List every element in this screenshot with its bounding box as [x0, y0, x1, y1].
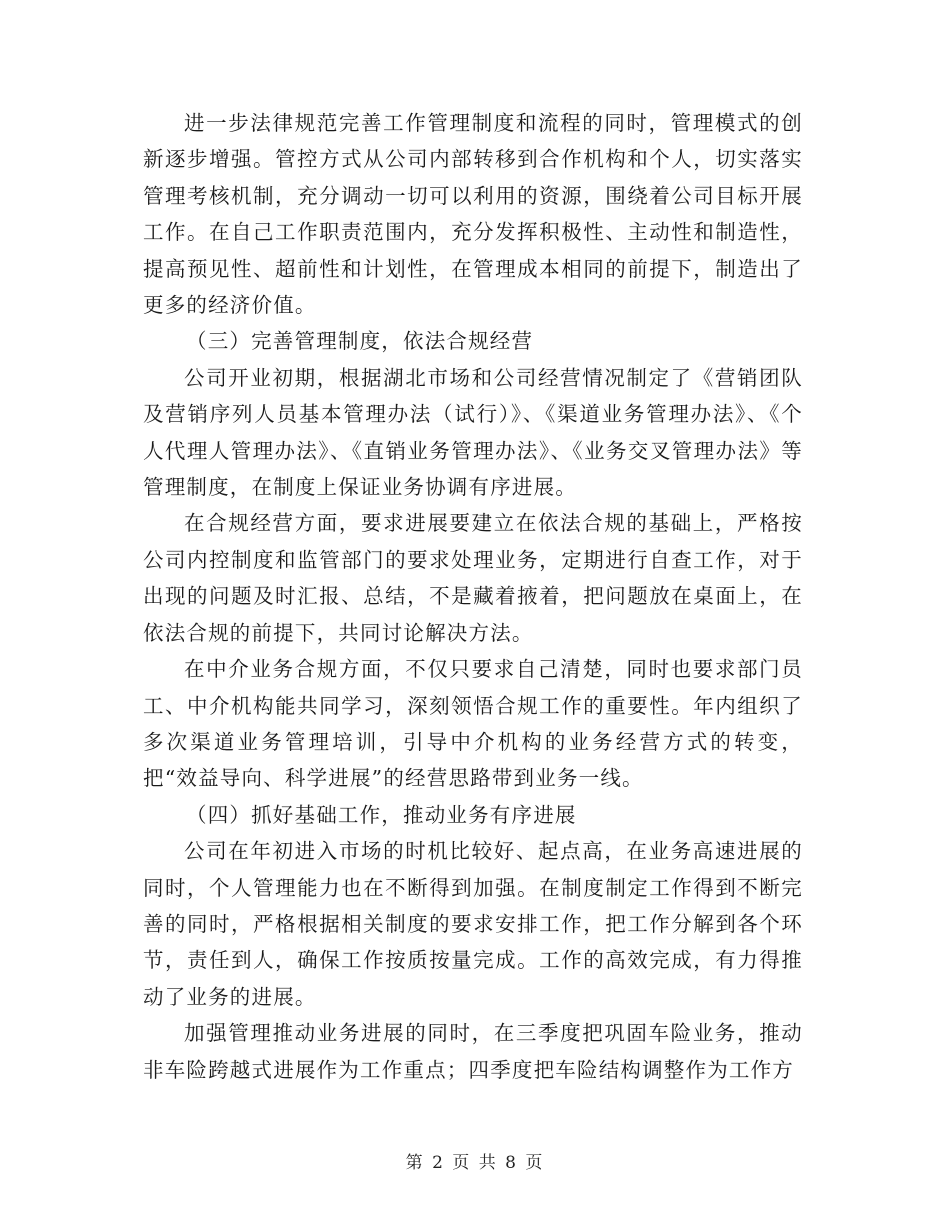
section-heading-3: （三）完善管理制度，依法合规经营	[186, 329, 534, 354]
paragraph-regulations: 公司开业初期，根据湖北市场和公司经营情况制定了《营销团队及营销序列人员基本管理办法（试行）》、《渠道业务管理办法》、《个人代理人管理办法》、《直销业务管理办法》、《业务交叉管理办法》等管理制度，在制度上保证业务协调有序进展。	[143, 365, 803, 500]
paragraph-compliance: 在合规经营方面，要求进展要建立在依法合规的基础上，严格按公司内控制度和监管部门的要求处理业务，定期进行自查工作，对于出现的问题及时汇报、总结，不是藏着掖着，把问题放在桌面上，在依法合规的前提下，共同讨论解决方法。	[143, 511, 803, 645]
document-body	[143, 105, 803, 1088]
paragraph-management-mode: 进一步法律规范完善工作管理制度和流程的同时，管理模式的创新逐步增强。管控方式从公司内部转移到合作机构和个人，切实落实管理考核机制，充分调动一切可以利用的资源，围绕着公司目标开展工作。在自己工作职责范围内，充分发挥积极性、主动性和制造性，提高预见性、超前性和计划性，在管理成本相同的前提下，制造出了更多的经济价值。	[143, 111, 803, 318]
paragraph-intermediary-compliance: 在中介业务合规方面，不仅只要求自己清楚，同时也要求部门员工、中介机构能共同学习，深刻领悟合规工作的重要性。年内组织了多次渠道业务管理培训，引导中介机构的业务经营方式的转变，把“效益导向、科学进展”的经营思路带到业务一线。	[143, 657, 803, 791]
paragraph-q3-q4-focus: 加强管理推动业务进展的同时，在三季度把巩固车险业务，推动非车险跨越式进展作为工作重点；四季度把车险结构调整作为工作方	[143, 1021, 803, 1082]
paragraph-basic-work: 公司在年初进入市场的时机比较好、起点高，在业务高速进展的同时，个人管理能力也在不断得到加强。在制度制定工作得到不断完善的同时，严格根据相关制度的要求安排工作，把工作分解到各个环节，责任到人，确保工作按质按量完成。工作的高效完成，有力得推动了业务的进展。	[143, 839, 803, 1009]
page-number-footer: 第 2 页 共 8 页	[405, 1153, 545, 1173]
section-heading-4: （四）抓好基础工作，推动业务有序进展	[186, 802, 577, 827]
